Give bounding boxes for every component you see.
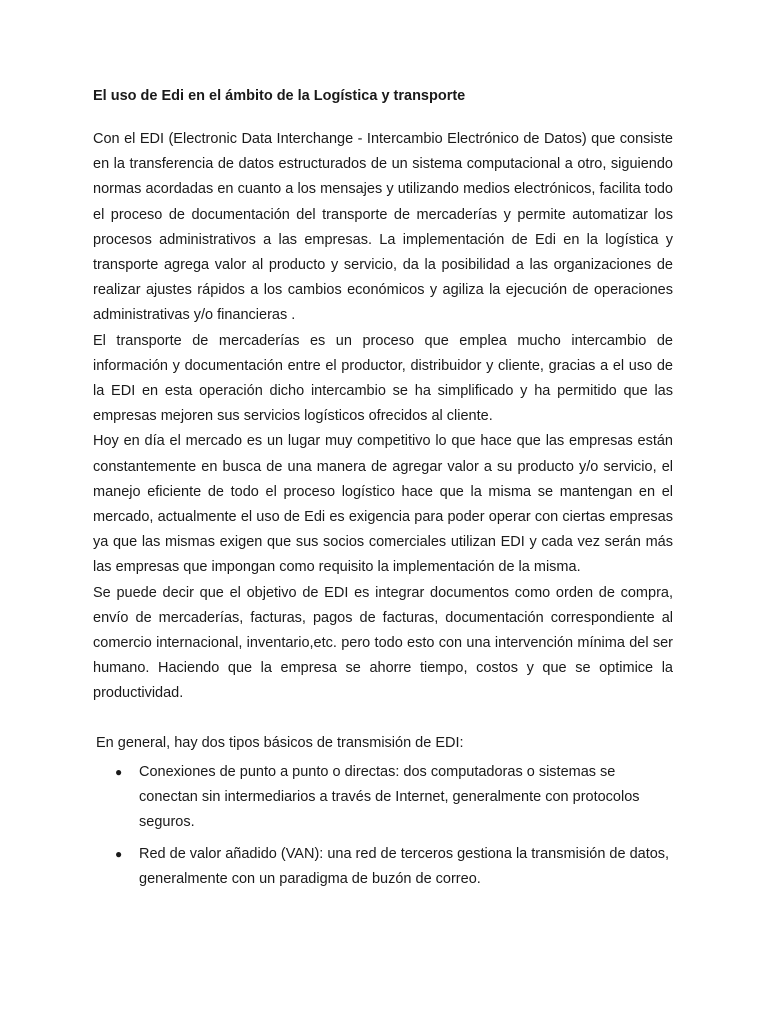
- paragraph-transport: El transporte de mercaderías es un proceso que emplea mucho intercambio de información y documentación entre el productor, distribuidor y cliente, gracias a el uso de la EDI en esta operación dicho intercambio se ha simplificado y ha permitido que las empresas mejoren sus servicios logísticos ofrecidos al cliente.: [93, 332, 673, 425]
- transmission-types-list: [93, 760, 673, 892]
- paragraph-objective: Se puede decir que el objetivo de EDI es integrar documentos como orden de compra, envío de mercaderías, facturas, pagos de facturas, documentación correspondiente al comercio internacional, inventario,etc. pero todo esto con una intervención mínima del ser humano. Haciendo que la empresa se ahorre tiempo, costos y que se optimice la productividad.: [93, 584, 673, 702]
- document-page: [93, 84, 673, 899]
- document-title: El uso de Edi en el ámbito de la Logística y transporte: [93, 88, 466, 104]
- paragraph-edi-definition: Con el EDI (Electronic Data Interchange - Intercambio Electrónico de Datos) que consiste en la transferencia de datos estructurados de un sistema computacional a otro, siguiendo normas acordadas en cuanto a los mensajes y utilizando medios electrónicos, facilita todo el proceso de documentación del transporte de mercaderías y permite automatizar los procesos administrativos a las empresas. La implementación de Edi en la logística y transporte agrega valor al producto y servicio, da la posibilidad a las organizaciones de realizar ajustes rápidos a los cambios económicos y agiliza la ejecución de operaciones administrativas y/o financieras .: [93, 131, 673, 324]
- list-item-text: Red de valor añadido (VAN): una red de terceros gestiona la transmisión de datos, generalmente con un paradigma de buzón de correo.: [139, 845, 670, 887]
- list-item-text: Conexiones de punto a punto o directas: dos computadoras o sistemas se conectan sin intermediarios a través de Internet, generalmente con protocolos seguros.: [139, 763, 640, 830]
- list-item: [93, 760, 673, 835]
- bullet-icon: ●: [115, 764, 123, 779]
- list-item: [93, 842, 673, 892]
- list-intro: En general, hay dos tipos básicos de transmisión de EDI:: [96, 734, 464, 751]
- bullet-icon: ●: [115, 846, 123, 861]
- paragraph-market: Hoy en día el mercado es un lugar muy competitivo lo que hace que las empresas están constantemente en busca de una manera de agregar valor a su producto y/o servicio, el manejo eficiente de todo el proceso logístico hace que la misma se mantengan en el mercado, actualmente el uso de Edi es exigencia para poder operar con ciertas empresas ya que las mismas exigen que sus socios comerciales utilizan EDI y cada vez serán más las empresas que impongan como requisito la implementación de la misma.: [93, 433, 673, 576]
